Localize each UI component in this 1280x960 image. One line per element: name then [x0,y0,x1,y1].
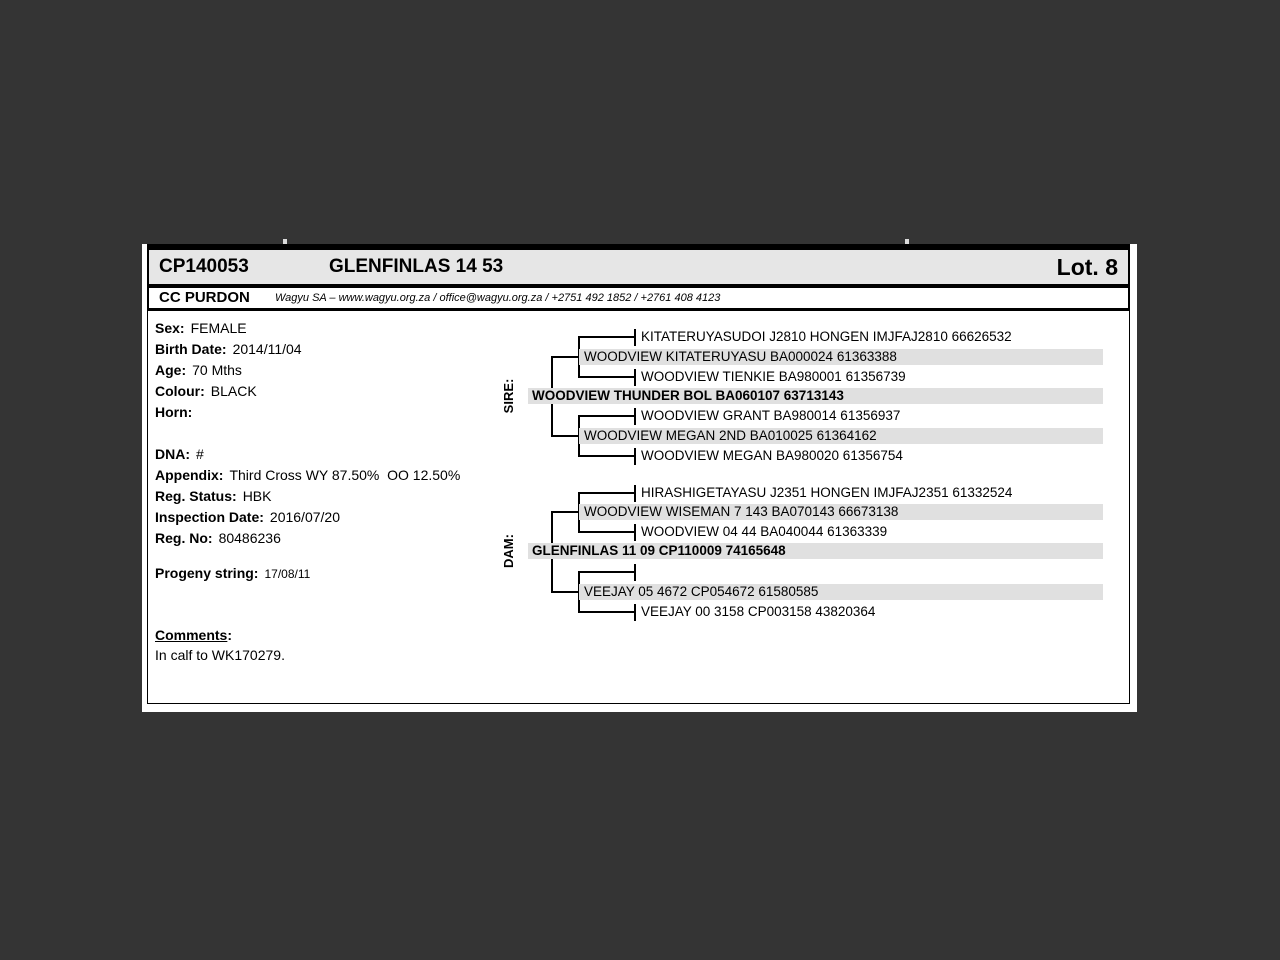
detail-value: 80486236 [218,530,281,546]
tree-line [578,376,635,378]
detail-label: Appendix: [155,467,224,483]
tree-line [551,511,579,513]
detail-reg-status [155,486,271,506]
tree-line [634,524,636,541]
tree-line [578,336,635,338]
detail-horn [155,402,198,422]
pedigree-row-sire-grandsire-sire: KITATERUYASUDOI J2810 HONGEN IMJFAJ2810 66626532 [641,329,1012,344]
pedigree-row-sire-granddam-sire: WOODVIEW GRANT BA980014 61356937 [641,408,901,423]
breeder-name: CC PURDON [159,289,250,306]
detail-sex [155,318,247,338]
catalog-page [142,244,1137,712]
detail-label: Sex: [155,320,185,336]
detail-label: Horn: [155,404,193,420]
lot-number: Lot. 8 [1056,254,1118,280]
detail-progeny-string [155,563,310,583]
tree-line [634,564,636,581]
detail-label: Colour: [155,383,205,399]
tree-line [578,415,635,417]
tree-line [551,356,579,358]
tree-line [551,435,579,437]
tree-line [578,571,635,573]
detail-label: Progeny string: [155,565,259,581]
pedigree-row-sire-grandsire-dam: WOODVIEW TIENKIE BA980001 61356739 [641,369,906,384]
detail-reg-no [155,528,281,548]
breeder-bar [147,286,1130,310]
tree-line [634,448,636,465]
comments-colon: : [227,627,233,643]
pedigree-row-dam: GLENFINLAS 11 09 CP110009 74165648 [528,543,1103,559]
tree-line [578,455,635,457]
pedigree-row-dam-sire: WOODVIEW WISEMAN 7 143 BA070143 66673138 [579,504,1103,520]
detail-value: FEMALE [190,320,247,336]
detail-inspection-date [155,507,340,527]
detail-age [155,360,242,380]
detail-appendix [155,465,460,485]
sire-section-label: SIRE: [501,378,516,414]
comments-text: In calf to WK170279. [155,647,285,663]
dam-section-label: DAM: [501,534,516,568]
tree-line [634,408,636,425]
detail-label: Reg. Status: [155,488,237,504]
detail-dna [155,444,204,464]
pedigree-row-sire-sire: WOODVIEW KITATERUYASU BA000024 61363388 [579,349,1103,365]
tree-line [634,604,636,621]
detail-value: 2014/11/04 [232,341,302,357]
detail-colour [155,381,257,401]
pedigree-row-sire-granddam-dam: WOODVIEW MEGAN BA980020 61356754 [641,448,903,463]
detail-label: Reg. No: [155,530,213,546]
detail-value: # [196,446,204,462]
tree-line [578,492,635,494]
tree-line [551,591,579,593]
detail-value: 17/08/11 [264,567,311,581]
detail-label: Age: [155,362,187,378]
pedigree-row-dam-grandsire-dam: WOODVIEW 04 44 BA040044 61363339 [641,524,888,539]
society-contact: Wagyu SA – www.wagyu.org.za / office@wagyu.org.za / +2751 492 1852 / +2761 408 4123 [275,292,721,304]
detail-value: BLACK [210,383,257,399]
detail-value: Third Cross WY 87.50% OO 12.50% [229,467,461,483]
tree-line [634,329,636,346]
comments-label: Comments [155,627,228,643]
pedigree-row-dam-grandsire-sire: HIRASHIGETAYASU J2351 HONGEN IMJFAJ2351 61332524 [641,485,1013,500]
detail-label: Birth Date: [155,341,227,357]
pedigree-row-sire: WOODVIEW THUNDER BOL BA060107 63713143 [528,388,1103,404]
tree-line [634,369,636,386]
main-content-box [147,310,1130,704]
tree-line [578,611,635,613]
detail-label: DNA: [155,446,190,462]
comments-heading [155,625,238,645]
animal-name: GLENFINLAS 14 53 [329,256,504,277]
detail-value: 2016/07/20 [269,509,340,525]
detail-birth-date [155,339,302,359]
detail-label: Inspection Date: [155,509,264,525]
detail-value: 70 Mths [192,362,242,378]
pedigree-row-sire-dam: WOODVIEW MEGAN 2ND BA010025 61364162 [579,428,1103,444]
tree-line [634,485,636,502]
header-bar [147,248,1130,286]
animal-id: CP140053 [159,256,249,277]
tree-line [578,531,635,533]
detail-value: HBK [242,488,272,504]
pedigree-row-dam-granddam-dam: VEEJAY 00 3158 CP003158 43820364 [641,604,876,619]
pedigree-row-dam-dam: VEEJAY 05 4672 CP054672 61580585 [579,584,1103,600]
